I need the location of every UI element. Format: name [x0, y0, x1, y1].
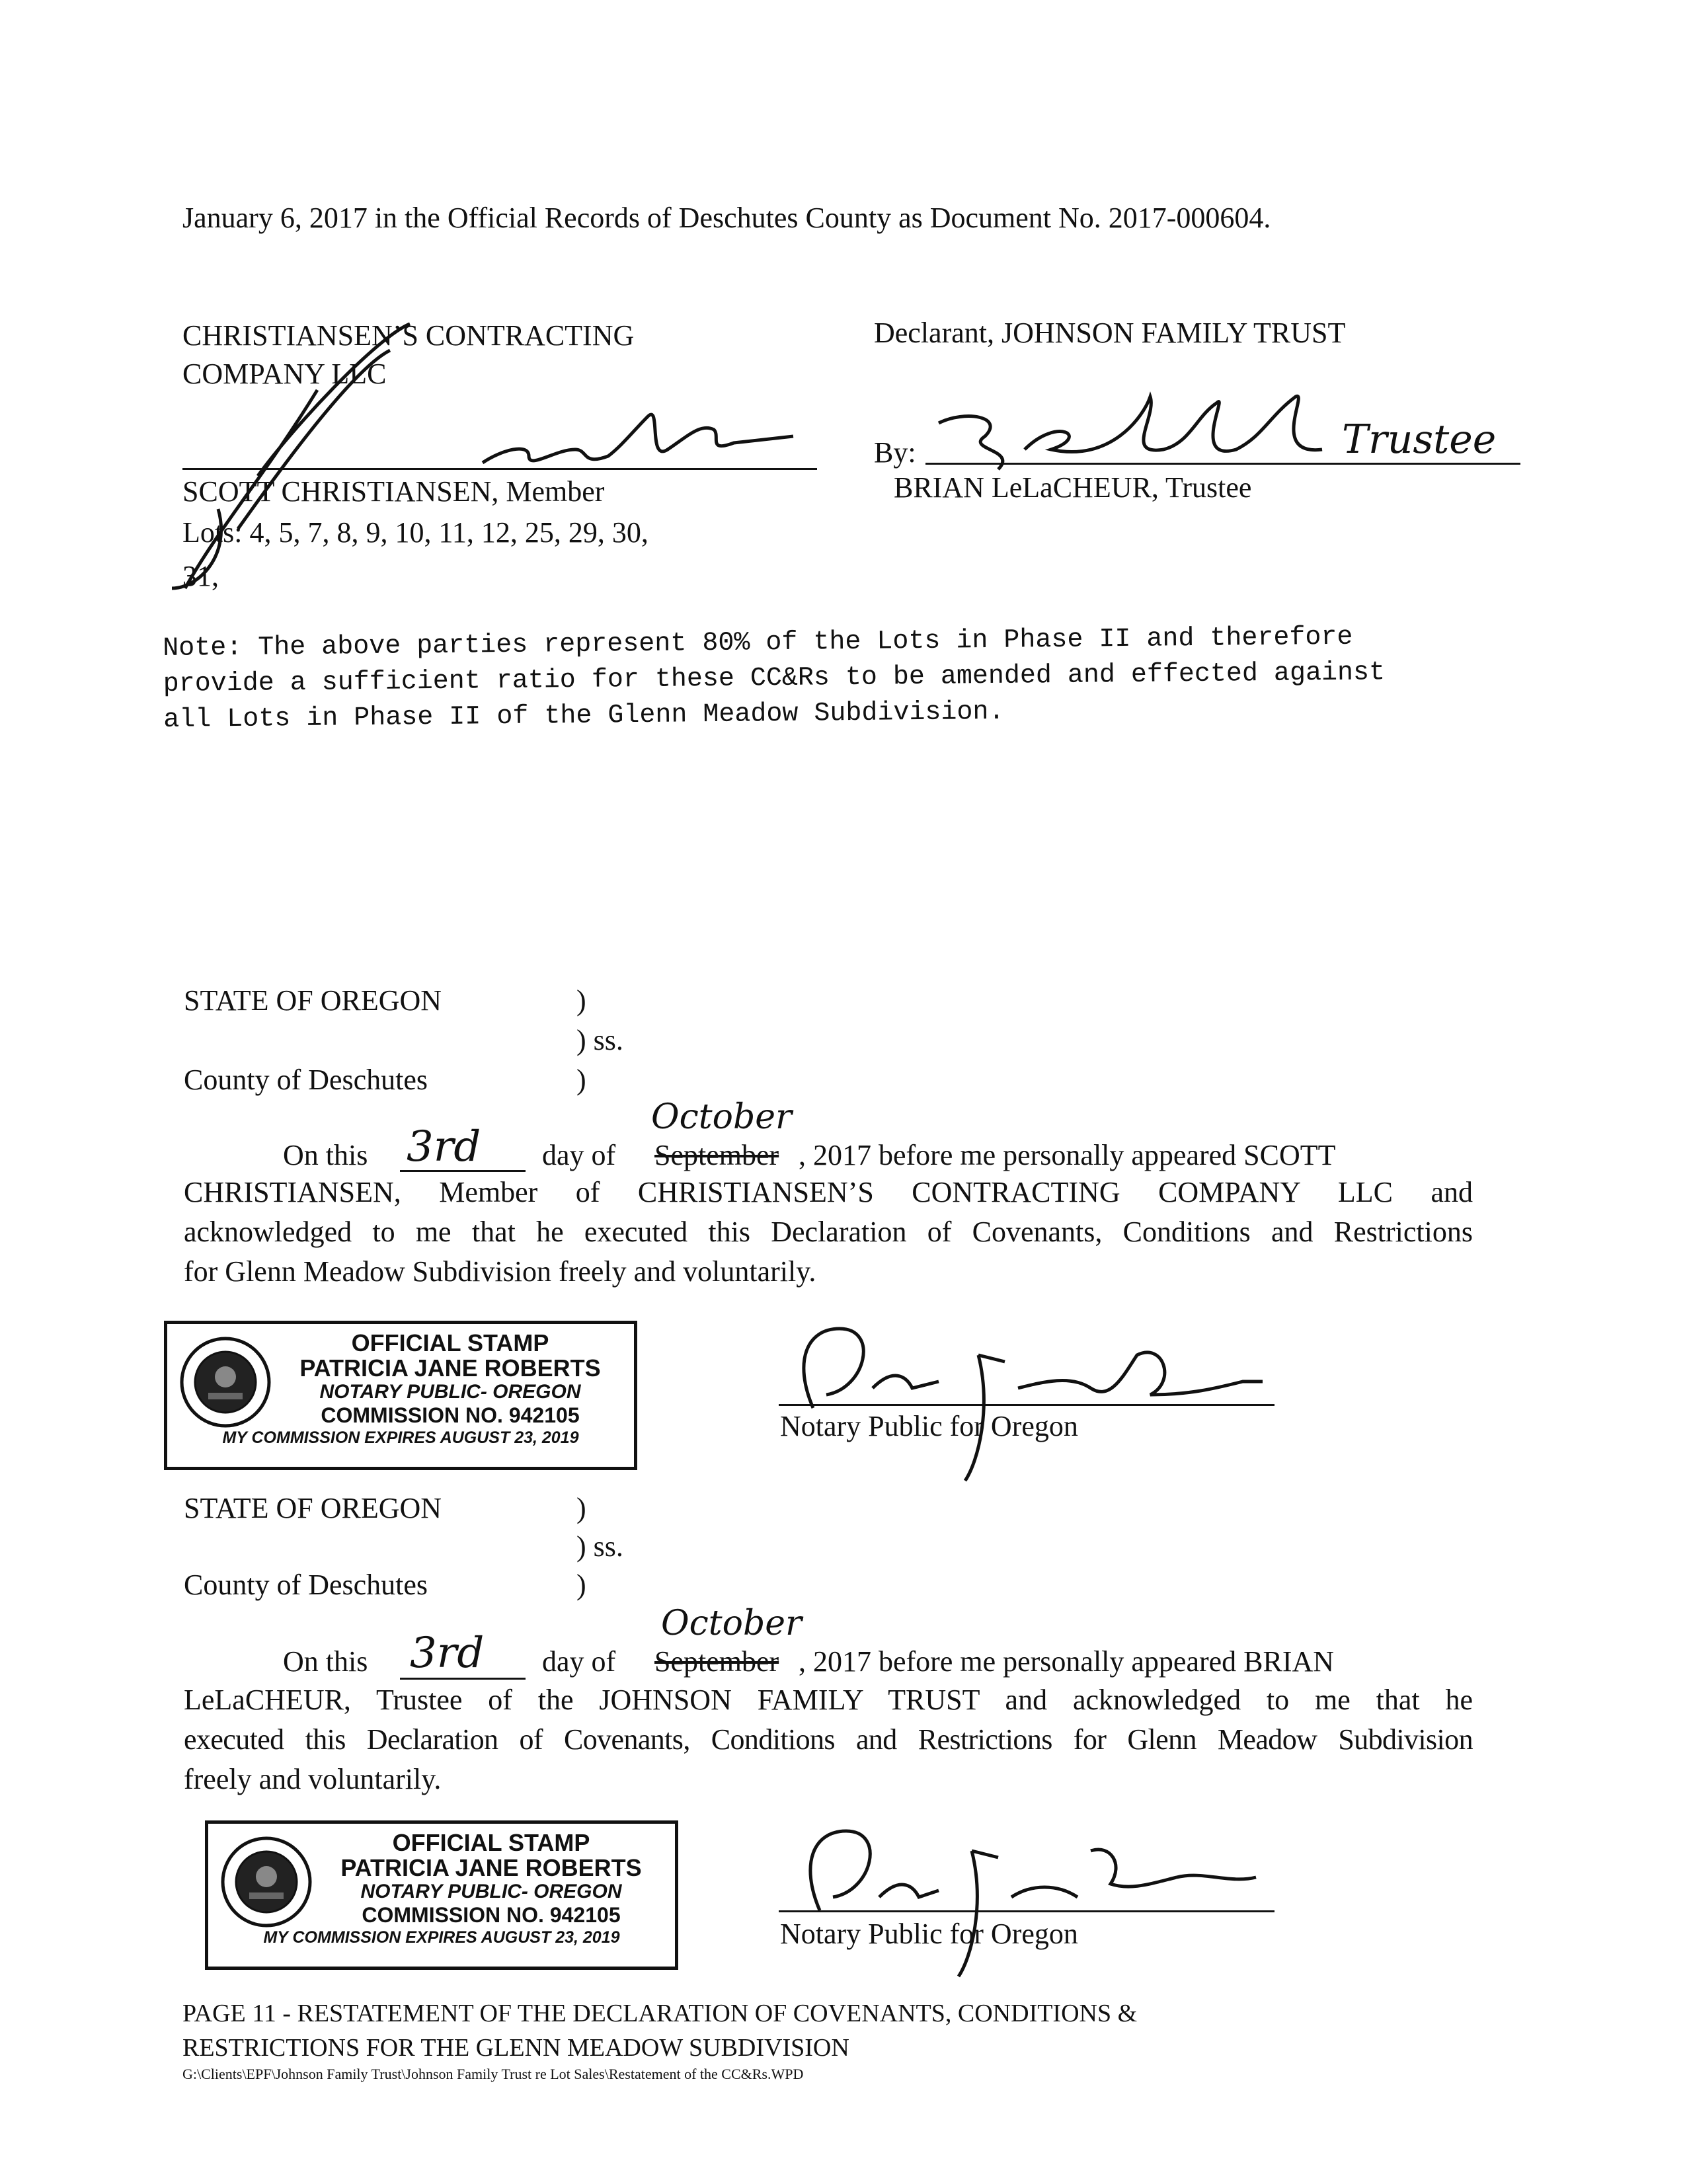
brian-lelacheur-signature — [925, 377, 1335, 476]
notary-signature — [767, 1315, 1282, 1487]
notary-stamp — [164, 1321, 637, 1470]
notary-stamp — [205, 1820, 678, 1970]
note-line1: Note: The above parties represent 80% of the Lots in Phase II and therefore — [163, 622, 1353, 664]
notary-label: Notary Public for Oregon — [780, 1410, 1078, 1442]
handwritten-day: 3rd — [410, 1629, 485, 1678]
stamp-line5: MY COMMISSION EXPIRES AUGUST 23, 2019 — [222, 1428, 579, 1447]
venue-state: STATE OF OREGON — [184, 1492, 442, 1524]
note-line3: all Lots in Phase II of the Glenn Meadow Subdivision. — [163, 697, 1005, 735]
ack-line1-rest: , 2017 before me personally appeared SCOTT — [799, 1139, 1336, 1171]
company-name-line1: CHRISTIANSEN’S CONTRACTING — [182, 319, 635, 352]
notary-label: Notary Public for Oregon — [780, 1918, 1078, 1950]
footer-line2: RESTRICTIONS FOR THE GLENN MEADOW SUBDIVISION — [182, 2034, 849, 2062]
note-paragraph — [163, 619, 1386, 738]
venue-paren: ) — [576, 1064, 586, 1096]
note-line2: provide a sufficient ratio for these CC&Rs to be amended and effected against — [163, 658, 1386, 699]
company-lots-cont: 31, — [182, 560, 219, 592]
venue-paren: ) — [576, 1569, 586, 1601]
ack-line4: freely and voluntarily. — [184, 1763, 442, 1795]
struck-month: September — [654, 1139, 779, 1171]
company-signer: SCOTT CHRISTIANSEN, Member — [182, 475, 605, 508]
venue-county: County of Deschutes — [184, 1064, 428, 1096]
declarant-title: Declarant, JOHNSON FAMILY TRUST — [874, 317, 1346, 349]
declarant-handwritten-title: Trustee — [1342, 416, 1497, 463]
ack-line1-lead: On this — [283, 1139, 368, 1171]
venue-ss: ) ss. — [576, 1024, 623, 1056]
declarant-by-label: By: — [874, 436, 916, 469]
ack-day-of: day of — [542, 1645, 616, 1678]
notary-signature — [780, 1811, 1282, 1983]
stamp-line1: OFFICIAL STAMP — [351, 1329, 549, 1356]
stamp-line2: PATRICIA JANE ROBERTS — [340, 1854, 642, 1881]
stamp-line4: COMMISSION NO. 942105 — [321, 1403, 580, 1427]
oregon-seal-icon — [220, 1836, 313, 1928]
ack-line1-lead: On this — [283, 1645, 368, 1678]
handwritten-day: 3rd — [407, 1122, 481, 1171]
ack-line4: for Glenn Meadow Subdivision freely and voluntarily. — [184, 1255, 816, 1288]
ack-line3: acknowledged to me that he executed this Declaration of Covenants, Conditions and Restrictions — [184, 1216, 1473, 1248]
venue-county: County of Deschutes — [184, 1569, 428, 1601]
company-lots: Lots: 4, 5, 7, 8, 9, 10, 11, 12, 25, 29, 30, — [182, 516, 648, 549]
scott-christiansen-signature — [159, 311, 820, 602]
day-blank — [400, 1678, 526, 1680]
venue-paren: ) — [576, 984, 586, 1017]
oregon-seal-icon — [179, 1336, 272, 1428]
ack-line2: LeLaCHEUR, Trustee of the JOHNSON FAMILY TRUST and acknowledged to me that he — [184, 1684, 1473, 1716]
intro-line: January 6, 2017 in the Official Records of Deschutes County as Document No. 2017-000604. — [182, 202, 1271, 234]
venue-ss: ) ss. — [576, 1530, 623, 1563]
stamp-line2: PATRICIA JANE ROBERTS — [299, 1354, 601, 1382]
ack-line3: executed this Declaration of Covenants, Conditions and Restrictions for Glenn Meadow Subdivision — [184, 1723, 1473, 1756]
venue-state: STATE OF OREGON — [184, 984, 442, 1017]
venue-paren: ) — [576, 1492, 586, 1524]
ack-day-of: day of — [542, 1139, 616, 1171]
handwritten-month: October — [661, 1604, 802, 1643]
ack-line2: CHRISTIANSEN, Member of CHRISTIANSEN’S CONTRACTING COMPANY LLC and — [184, 1176, 1473, 1208]
declarant-signer: BRIAN LeLaCHEUR, Trustee — [894, 471, 1252, 504]
stamp-line5: MY COMMISSION EXPIRES AUGUST 23, 2019 — [263, 1928, 620, 1947]
stamp-line3: NOTARY PUBLIC- OREGON — [319, 1381, 581, 1403]
ack-line1-rest: , 2017 before me personally appeared BRIAN — [799, 1645, 1335, 1678]
struck-month: September — [654, 1645, 779, 1678]
footer-line1: PAGE 11 - RESTATEMENT OF THE DECLARATION OF COVENANTS, CONDITIONS & — [182, 2000, 1138, 2027]
company-name-line2: COMPANY LLC — [182, 358, 387, 390]
stamp-line3: NOTARY PUBLIC- OREGON — [360, 1881, 622, 1902]
handwritten-month: October — [651, 1097, 792, 1137]
footer-file-path: G:\Clients\EPF\Johnson Family Trust\Johnson Family Trust re Lot Sales\Restatement of the CC&Rs.WPD — [182, 2066, 804, 2082]
stamp-line1: OFFICIAL STAMP — [392, 1829, 590, 1856]
stamp-line4: COMMISSION NO. 942105 — [362, 1903, 621, 1927]
